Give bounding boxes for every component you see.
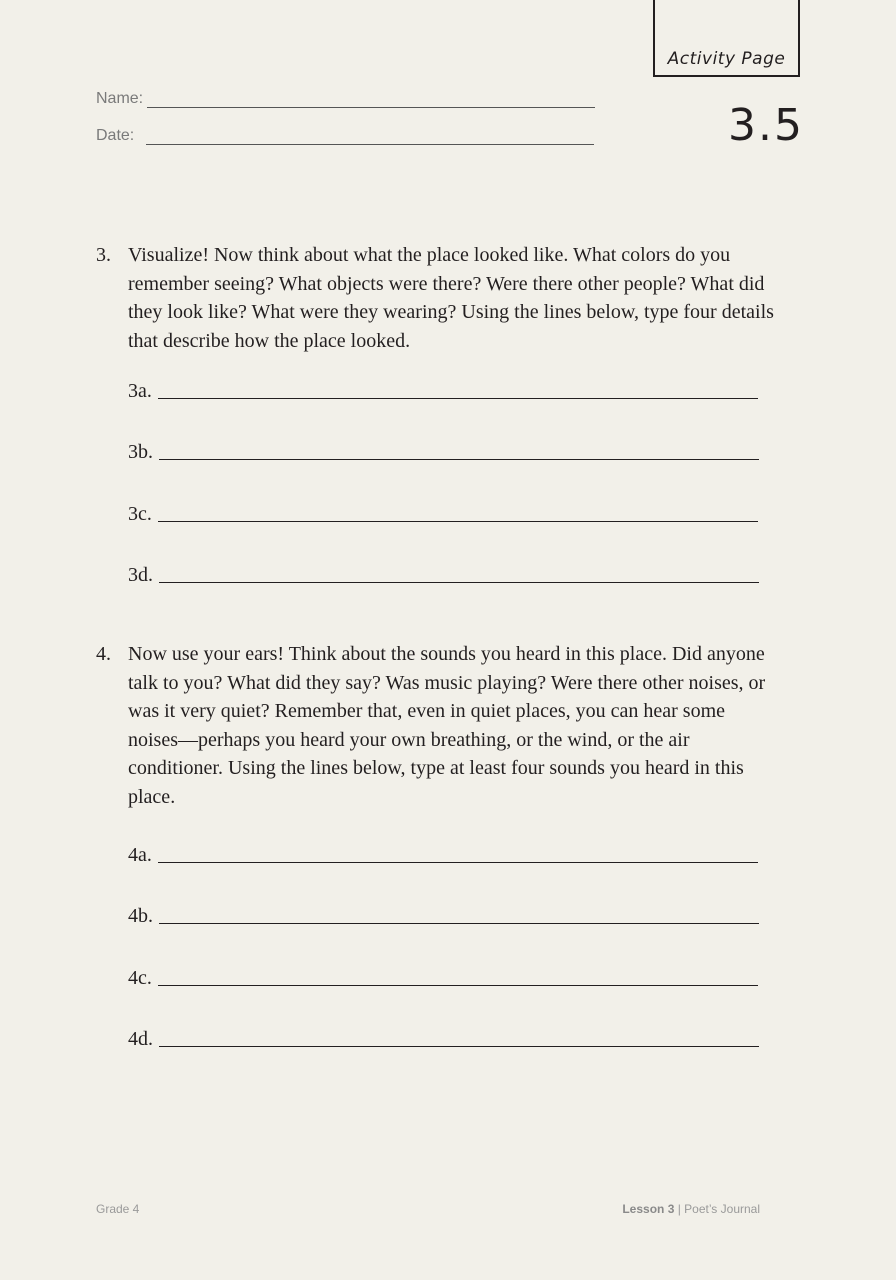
answer-line[interactable]	[159, 459, 759, 460]
answer-row-4a	[128, 844, 758, 867]
date-label: Date:	[96, 127, 135, 144]
answer-row-3a	[128, 380, 758, 403]
answer-line[interactable]	[158, 862, 758, 863]
footer-separator: |	[674, 1202, 685, 1216]
footer-lesson: Lesson 3	[622, 1202, 675, 1216]
date-input-line[interactable]	[146, 143, 594, 145]
answer-line[interactable]	[158, 521, 758, 522]
activity-page-label: Activity Page	[667, 49, 786, 69]
question-number: 3.	[96, 244, 111, 266]
answer-row-4c	[128, 967, 758, 990]
answer-label: 3c.	[128, 503, 152, 525]
answer-label: 4a.	[128, 844, 152, 866]
answer-row-3d	[128, 564, 759, 587]
activity-page-badge	[653, 0, 800, 77]
answer-line[interactable]	[158, 985, 758, 986]
footer-grade: Grade 4	[96, 1202, 140, 1216]
date-field	[96, 127, 594, 145]
answer-label: 4d.	[128, 1028, 153, 1050]
question-text: Now use your ears! Think about the sounds you heard in this place. Did anyone talk to you? What did they say? Was music playing? Were there other noises, or was it very quiet? Remember that, even in quiet places, you can hear some noises—perhaps you heard your own breathing, or the wind, or the air conditioner. Using the lines below, type at least four sounds you heard in this place.	[128, 643, 766, 808]
answer-line[interactable]	[158, 398, 758, 399]
answer-label: 3b.	[128, 441, 153, 463]
answer-line[interactable]	[159, 1046, 759, 1047]
answer-row-4b	[128, 905, 759, 928]
answer-row-3c	[128, 503, 758, 526]
answer-label: 4b.	[128, 905, 153, 927]
footer-journal: Poet’s Journal	[684, 1202, 760, 1216]
name-input-line[interactable]	[147, 106, 595, 108]
answer-label: 3d.	[128, 564, 153, 586]
answer-line[interactable]	[159, 923, 759, 924]
name-label: Name:	[96, 90, 144, 107]
answer-row-3b	[128, 441, 759, 464]
answer-line[interactable]	[159, 582, 759, 583]
footer-lesson-info	[622, 1202, 760, 1216]
answer-label: 4c.	[128, 967, 152, 989]
question-number: 4.	[96, 643, 111, 665]
answer-label: 3a.	[128, 380, 152, 402]
answer-row-4d	[128, 1028, 759, 1051]
name-field	[96, 90, 595, 108]
question-text: Visualize! Now think about what the place looked like. What colors do you remember seeing? What objects were there? Were there other people? What did they look like? What were they wearing? Using the lines below, type four details that describe how the place looked.	[128, 244, 774, 352]
activity-page-number: 3.5	[728, 100, 804, 151]
